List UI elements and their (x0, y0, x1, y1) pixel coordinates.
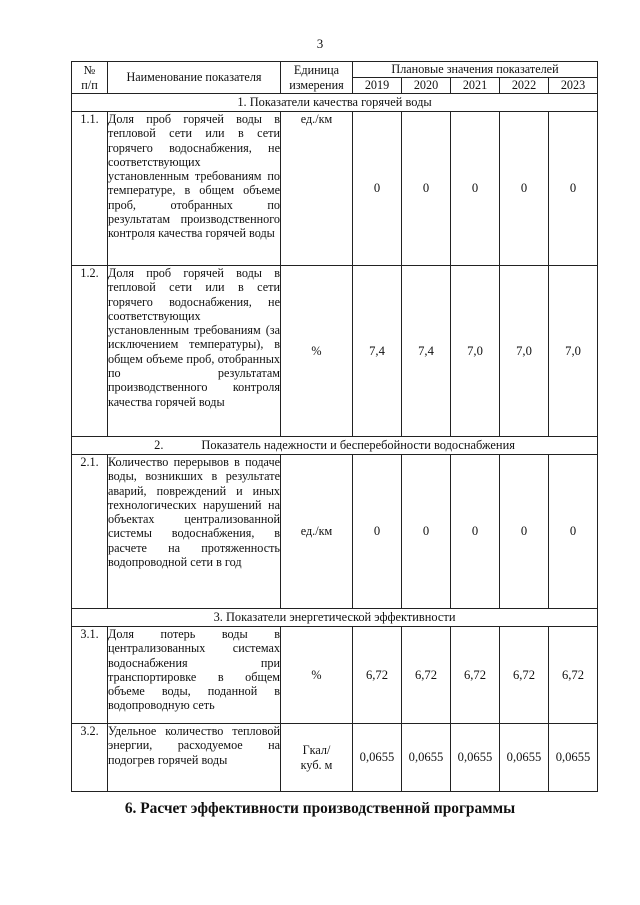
value-cell: 6,72 (500, 627, 549, 724)
value-cell: 0 (353, 112, 402, 266)
indicator-name: Доля потерь воды в централизованных системах водоснабжения при транспортировке в общем объеме воды, поданной в водопроводную сеть (108, 627, 281, 724)
value-cell: 6,72 (451, 627, 500, 724)
table-row (72, 724, 598, 792)
unit-cell: ед./км (281, 455, 353, 609)
value-cell: 6,72 (353, 627, 402, 724)
value-cell: 7,4 (402, 266, 451, 437)
value-cell: 0 (353, 455, 402, 609)
header-year: 2020 (402, 78, 451, 94)
value-cell: 0 (451, 112, 500, 266)
page-number: 3 (316, 36, 324, 51)
table-row (72, 266, 598, 437)
indicator-name: Удельное количество тепловой энергии, расходуемое на подогрев горячей воды (108, 724, 281, 792)
section-title: 3. Показатели энергетической эффективности (72, 609, 598, 627)
unit-cell: Гкал/ куб. м (281, 724, 353, 792)
section-title: 1. Показатели качества горячей воды (72, 94, 598, 112)
unit-cell: ед./км (281, 112, 353, 266)
unit-cell: % (281, 627, 353, 724)
section-title (72, 437, 598, 455)
header-unit: Единица измерения (281, 62, 353, 94)
value-cell: 0 (402, 455, 451, 609)
table-row (72, 112, 598, 266)
value-cell: 0,0655 (500, 724, 549, 792)
indicator-name: Доля проб горячей воды в тепловой сети или в сети горячего водоснабжения, не соответствующих установленным требованиям (за исключением температуры), в общем объеме проб, отобранных по результатам производственного контроля качества горячей воды (108, 266, 281, 437)
value-cell: 0,0655 (451, 724, 500, 792)
value-cell: 6,72 (549, 627, 598, 724)
value-cell: 7,0 (500, 266, 549, 437)
header-name: Наименование показателя (108, 62, 281, 94)
value-cell: 0,0655 (353, 724, 402, 792)
row-number: 1.2. (72, 266, 108, 437)
indicator-name: Количество перерывов в подаче воды, возникших в результате аварий, повреждений и иных технологических нарушений на объектах централизованной системы водоснабжения, в расчете на протяженность водопроводной сети в год (108, 455, 281, 609)
value-cell: 0 (549, 455, 598, 609)
unit-cell: % (281, 266, 353, 437)
row-number: 3.1. (72, 627, 108, 724)
value-cell: 7,0 (549, 266, 598, 437)
header-year: 2021 (451, 78, 500, 94)
indicator-name: Доля проб горячей воды в тепловой сети или в сети горячего водоснабжения, не соответствующих установленным требованиям по температуре, в общем объеме проб, отобранных по результатам производственного контроля качества горячей воды (108, 112, 281, 266)
value-cell: 0 (402, 112, 451, 266)
value-cell: 0 (500, 455, 549, 609)
value-cell: 7,4 (353, 266, 402, 437)
value-cell: 0,0655 (402, 724, 451, 792)
value-cell: 0 (451, 455, 500, 609)
value-cell: 7,0 (451, 266, 500, 437)
row-number: 2.1. (72, 455, 108, 609)
header-year: 2022 (500, 78, 549, 94)
section-number: 2. (154, 438, 164, 453)
header-planned-values: Плановые значения показателей (353, 62, 598, 78)
section-title-text: Показатель надежности и бесперебойности водоснабжения (201, 438, 515, 453)
row-number: 3.2. (72, 724, 108, 792)
value-cell: 0 (549, 112, 598, 266)
header-num: № п/п (72, 62, 108, 94)
table-row (72, 627, 598, 724)
header-year: 2023 (549, 78, 598, 94)
indicators-table (71, 61, 598, 792)
row-number: 1.1. (72, 112, 108, 266)
value-cell: 0 (500, 112, 549, 266)
value-cell: 6,72 (402, 627, 451, 724)
table-row (72, 455, 598, 609)
header-year: 2019 (353, 78, 402, 94)
section-heading: 6. Расчет эффективности производственной программы (124, 800, 516, 817)
value-cell: 0,0655 (549, 724, 598, 792)
